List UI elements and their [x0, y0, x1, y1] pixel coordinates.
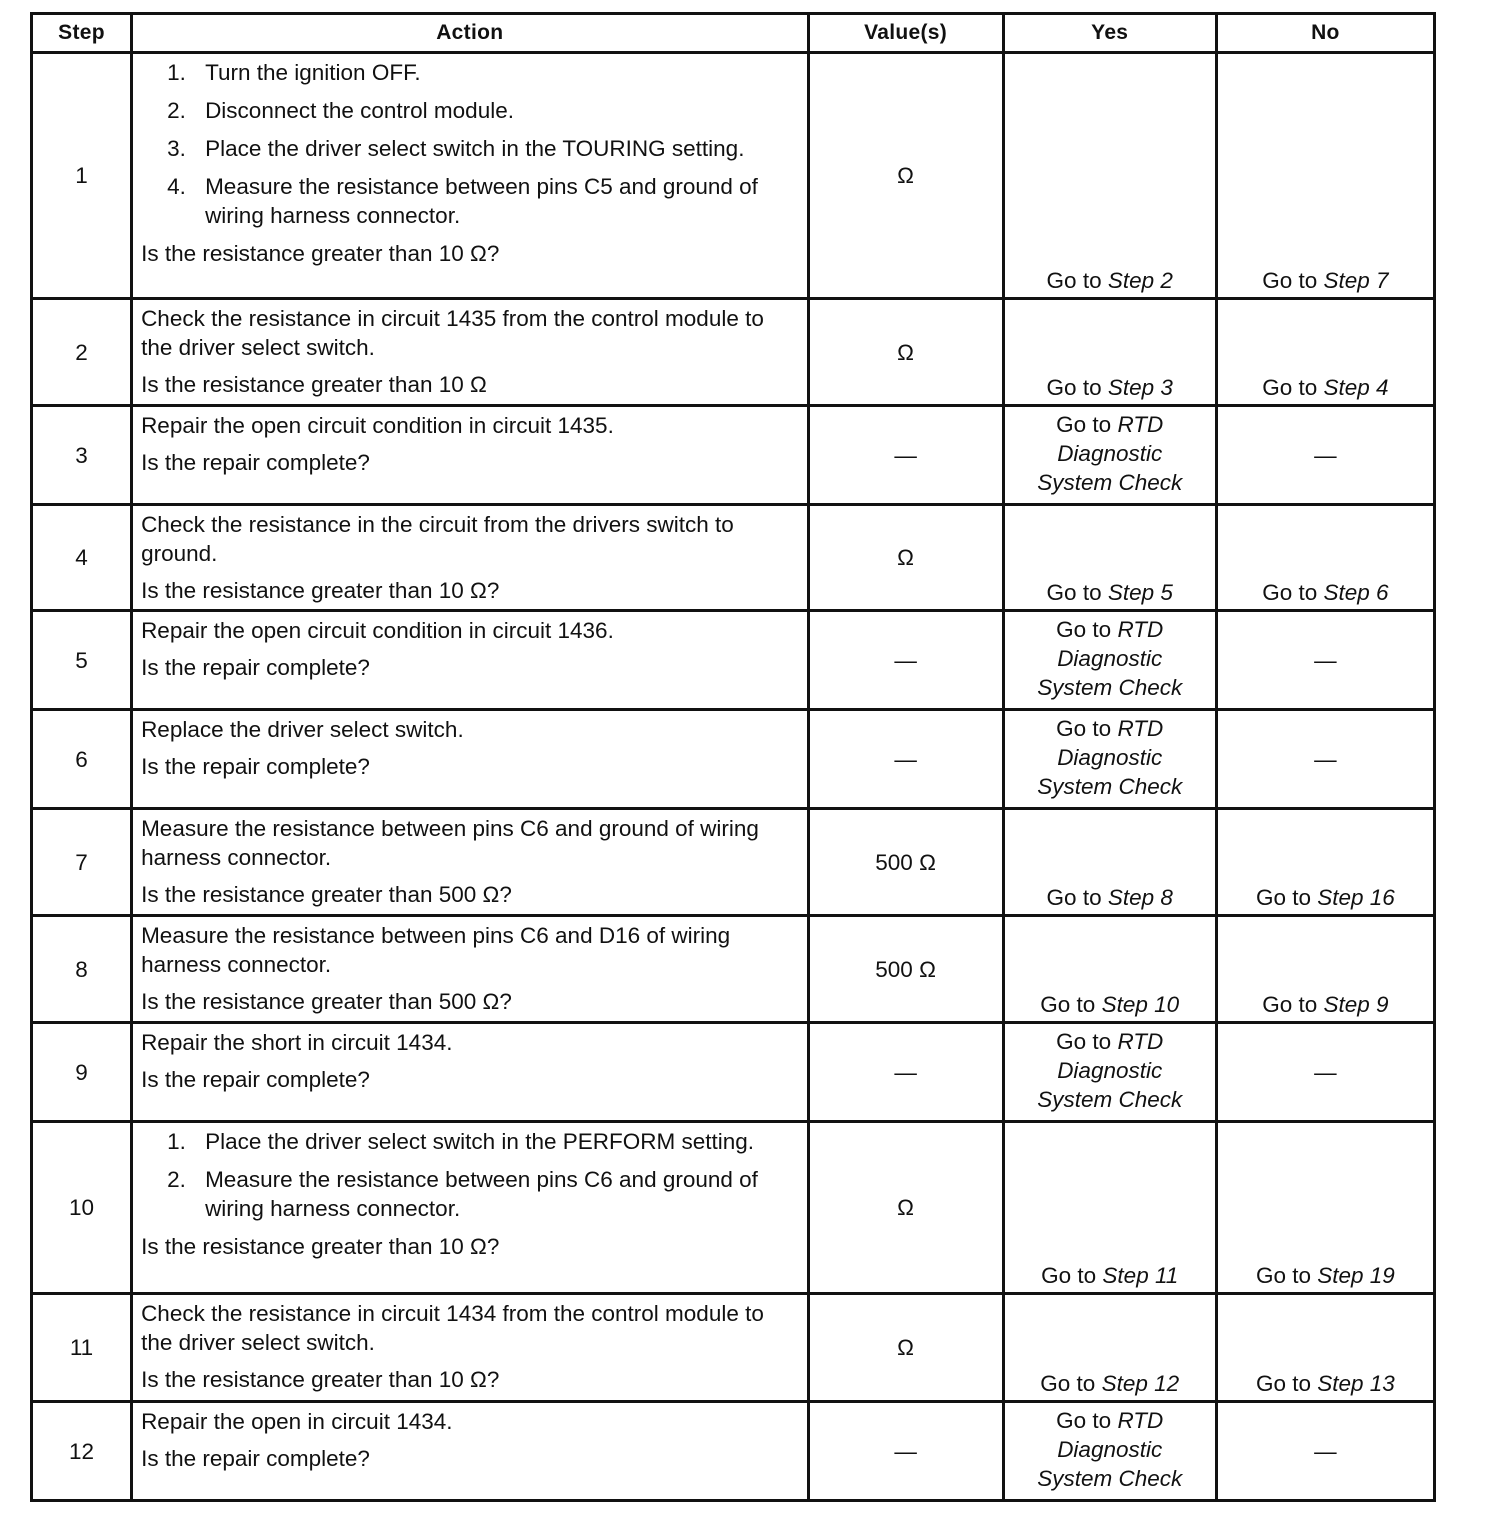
action-text: Repair the open in circuit 1434. [141, 1409, 453, 1434]
no-outcome[interactable] [1256, 1263, 1395, 1288]
substep-text: Place the driver select switch in the TOURING setting. [205, 136, 745, 161]
action-question: Is the repair complete? [141, 1067, 370, 1092]
step-number: 2 [32, 299, 132, 406]
substep-list [141, 1127, 798, 1223]
outcome-prefix: Go to [1255, 885, 1311, 910]
no-cell [1216, 505, 1434, 611]
outcome-link[interactable]: RTD Diagnostic System Check [1037, 1029, 1183, 1112]
value-cell: — [808, 1402, 1003, 1501]
value-cell: — [808, 406, 1003, 505]
action-text: Check the resistance in circuit 1435 from the control module to the driver select switch. [141, 306, 764, 360]
no-cell [1216, 809, 1434, 916]
action-cell [132, 611, 808, 710]
action-text: Check the resistance in the circuit from the drivers switch to ground. [141, 512, 734, 566]
header-values: Value(s) [808, 14, 1003, 53]
action-cell [132, 505, 808, 611]
step-number: 4 [32, 505, 132, 611]
yes-cell [1003, 1023, 1216, 1122]
action-cell [132, 1122, 808, 1294]
substep-number: 2. [167, 98, 186, 123]
value-cell: Ω [808, 53, 1003, 299]
action-question: Is the repair complete? [141, 450, 370, 475]
substep-number: 4. [167, 174, 186, 199]
value-cell: — [808, 710, 1003, 809]
step-number: 7 [32, 809, 132, 916]
yes-outcome[interactable] [1025, 1027, 1195, 1114]
action-text: Repair the open circuit condition in circuit 1436. [141, 618, 614, 643]
table-row [32, 406, 1435, 505]
substep-list [141, 58, 798, 230]
yes-outcome[interactable] [1047, 885, 1173, 910]
outcome-link[interactable]: Step 9 [1323, 992, 1389, 1017]
no-cell [1216, 1122, 1434, 1294]
value-cell: — [808, 1023, 1003, 1122]
table-row [32, 53, 1435, 299]
table-row [32, 505, 1435, 611]
outcome-prefix: Go to [1056, 412, 1112, 437]
substep-number: 2. [167, 1167, 186, 1192]
no-cell [1216, 1294, 1434, 1402]
value-cell: — [808, 611, 1003, 710]
action-question: Is the repair complete? [141, 655, 370, 680]
table-body [32, 53, 1435, 1501]
header-row [32, 14, 1435, 53]
table-row [32, 1402, 1435, 1501]
action-text: Measure the resistance between pins C6 and ground of wiring harness connector. [141, 816, 759, 870]
action-text: Measure the resistance between pins C6 and D16 of wiring harness connector. [141, 923, 731, 977]
step-number: 12 [32, 1402, 132, 1501]
action-question: Is the resistance greater than 500 Ω? [141, 882, 512, 907]
action-cell [132, 710, 808, 809]
yes-cell [1003, 710, 1216, 809]
no-cell [1216, 406, 1434, 505]
outcome-link[interactable]: Step 7 [1323, 268, 1389, 293]
yes-cell [1003, 611, 1216, 710]
action-question: Is the resistance greater than 10 Ω? [141, 1234, 500, 1259]
yes-cell [1003, 1294, 1216, 1402]
outcome-prefix: Go to [1255, 1371, 1311, 1396]
substep-text: Turn the ignition OFF. [205, 60, 421, 85]
table-row [32, 710, 1435, 809]
no-cell [1216, 1402, 1434, 1501]
outcome-link[interactable]: RTD Diagnostic System Check [1037, 716, 1183, 799]
yes-cell [1003, 916, 1216, 1023]
yes-cell [1003, 809, 1216, 916]
no-cell [1216, 916, 1434, 1023]
step-number: 8 [32, 916, 132, 1023]
no-outcome[interactable] [1256, 1371, 1395, 1396]
substep-number: 1. [167, 60, 186, 85]
outcome-link[interactable]: Step 2 [1107, 268, 1173, 293]
no-cell [1216, 53, 1434, 299]
no-outcome[interactable] [1256, 885, 1395, 910]
no-outcome[interactable] [1262, 375, 1388, 400]
action-question: Is the resistance greater than 10 Ω? [141, 1367, 500, 1392]
outcome-prefix: Go to [1056, 716, 1112, 741]
action-cell [132, 406, 808, 505]
yes-outcome[interactable] [1047, 268, 1173, 293]
no-outcome-dash: — [1314, 442, 1337, 468]
outcome-prefix: Go to [1262, 580, 1318, 605]
action-cell [132, 1023, 808, 1122]
value-cell: Ω [808, 505, 1003, 611]
value-cell: Ω [808, 1122, 1003, 1294]
substep-item [141, 1127, 798, 1156]
header-yes: Yes [1003, 14, 1216, 53]
step-number: 10 [32, 1122, 132, 1294]
yes-outcome[interactable] [1025, 1406, 1195, 1493]
yes-outcome[interactable] [1040, 992, 1179, 1017]
no-outcome-dash: — [1314, 1438, 1337, 1464]
outcome-prefix: Go to [1046, 268, 1102, 293]
action-question: Is the resistance greater than 10 Ω? [141, 578, 500, 603]
outcome-prefix: Go to [1046, 580, 1102, 605]
outcome-prefix: Go to [1040, 992, 1096, 1017]
header-step: Step [32, 14, 132, 53]
outcome-prefix: Go to [1056, 617, 1112, 642]
table-row [32, 916, 1435, 1023]
step-number: 6 [32, 710, 132, 809]
action-text: Replace the driver select switch. [141, 717, 464, 742]
substep-item [141, 1165, 798, 1223]
table-row [32, 611, 1435, 710]
header-no: No [1216, 14, 1434, 53]
outcome-link[interactable]: Step 10 [1101, 992, 1180, 1017]
yes-outcome[interactable] [1025, 615, 1195, 702]
action-question: Is the repair complete? [141, 1446, 370, 1471]
outcome-prefix: Go to [1255, 1263, 1311, 1288]
yes-outcome[interactable] [1025, 714, 1195, 801]
substep-number: 3. [167, 136, 186, 161]
action-cell [132, 916, 808, 1023]
table-row [32, 299, 1435, 406]
outcome-link[interactable]: RTD Diagnostic System Check [1037, 1408, 1183, 1491]
outcome-link[interactable]: Step 8 [1107, 885, 1173, 910]
outcome-prefix: Go to [1262, 992, 1318, 1017]
substep-item [141, 134, 798, 163]
outcome-link[interactable]: Step 13 [1317, 1371, 1395, 1396]
action-text: Repair the open circuit condition in circuit 1435. [141, 413, 614, 438]
outcome-prefix: Go to [1262, 375, 1318, 400]
no-cell [1216, 611, 1434, 710]
action-cell [132, 1294, 808, 1402]
yes-cell [1003, 406, 1216, 505]
step-number: 1 [32, 53, 132, 299]
outcome-link[interactable]: RTD Diagnostic System Check [1037, 412, 1183, 495]
yes-outcome[interactable] [1041, 1263, 1178, 1288]
action-cell [132, 1402, 808, 1501]
outcome-link[interactable]: Step 19 [1317, 1263, 1395, 1288]
step-number: 5 [32, 611, 132, 710]
outcome-link[interactable]: Step 4 [1323, 375, 1389, 400]
no-cell [1216, 1023, 1434, 1122]
no-outcome-dash: — [1314, 746, 1337, 772]
substep-text: Disconnect the control module. [205, 98, 514, 123]
outcome-link[interactable]: Step 3 [1107, 375, 1173, 400]
header-action: Action [132, 14, 808, 53]
yes-cell [1003, 1122, 1216, 1294]
diagnostic-table [30, 12, 1436, 1502]
action-question: Is the resistance greater than 10 Ω [141, 372, 487, 397]
table-row [32, 1023, 1435, 1122]
table-row [32, 1122, 1435, 1294]
action-text: Repair the short in circuit 1434. [141, 1030, 453, 1055]
yes-outcome[interactable] [1040, 1371, 1179, 1396]
outcome-link[interactable]: Step 16 [1317, 885, 1395, 910]
substep-item [141, 58, 798, 87]
outcome-link[interactable]: RTD Diagnostic System Check [1037, 617, 1183, 700]
yes-cell [1003, 505, 1216, 611]
no-outcome-dash: — [1314, 647, 1337, 673]
outcome-link[interactable]: Step 11 [1102, 1263, 1179, 1288]
yes-cell [1003, 53, 1216, 299]
yes-outcome[interactable] [1047, 580, 1173, 605]
action-cell [132, 299, 808, 406]
outcome-link[interactable]: Step 5 [1107, 580, 1173, 605]
outcome-link[interactable]: Step 6 [1323, 580, 1389, 605]
no-outcome-dash: — [1314, 1059, 1337, 1085]
outcome-prefix: Go to [1056, 1408, 1112, 1433]
action-question: Is the resistance greater than 10 Ω? [141, 241, 500, 266]
substep-item [141, 172, 798, 230]
value-cell: 500 Ω [808, 916, 1003, 1023]
no-outcome[interactable] [1262, 268, 1388, 293]
substep-text: Measure the resistance between pins C6 and ground of wiring harness connector. [205, 1167, 758, 1221]
value-cell: Ω [808, 1294, 1003, 1402]
outcome-prefix: Go to [1056, 1029, 1112, 1054]
step-number: 9 [32, 1023, 132, 1122]
table-row [32, 809, 1435, 916]
no-outcome[interactable] [1262, 580, 1388, 605]
outcome-prefix: Go to [1040, 1371, 1096, 1396]
action-cell [132, 809, 808, 916]
action-question: Is the repair complete? [141, 754, 370, 779]
table-row [32, 1294, 1435, 1402]
outcome-prefix: Go to [1262, 268, 1318, 293]
outcome-prefix: Go to [1046, 375, 1102, 400]
substep-item [141, 96, 798, 125]
step-number: 3 [32, 406, 132, 505]
substep-text: Place the driver select switch in the PERFORM setting. [205, 1129, 755, 1154]
no-cell [1216, 710, 1434, 809]
substep-text: Measure the resistance between pins C5 and ground of wiring harness connector. [205, 174, 758, 228]
no-outcome[interactable] [1262, 992, 1388, 1017]
value-cell: 500 Ω [808, 809, 1003, 916]
outcome-prefix: Go to [1041, 1263, 1097, 1288]
yes-cell [1003, 299, 1216, 406]
value-cell: Ω [808, 299, 1003, 406]
yes-outcome[interactable] [1047, 375, 1173, 400]
action-cell [132, 53, 808, 299]
yes-cell [1003, 1402, 1216, 1501]
outcome-link[interactable]: Step 12 [1101, 1371, 1180, 1396]
step-number: 11 [32, 1294, 132, 1402]
outcome-prefix: Go to [1046, 885, 1102, 910]
action-text: Check the resistance in circuit 1434 from the control module to the driver select switch. [141, 1301, 764, 1355]
substep-number: 1. [167, 1129, 186, 1154]
no-cell [1216, 299, 1434, 406]
action-question: Is the resistance greater than 500 Ω? [141, 989, 512, 1014]
yes-outcome[interactable] [1025, 410, 1195, 497]
